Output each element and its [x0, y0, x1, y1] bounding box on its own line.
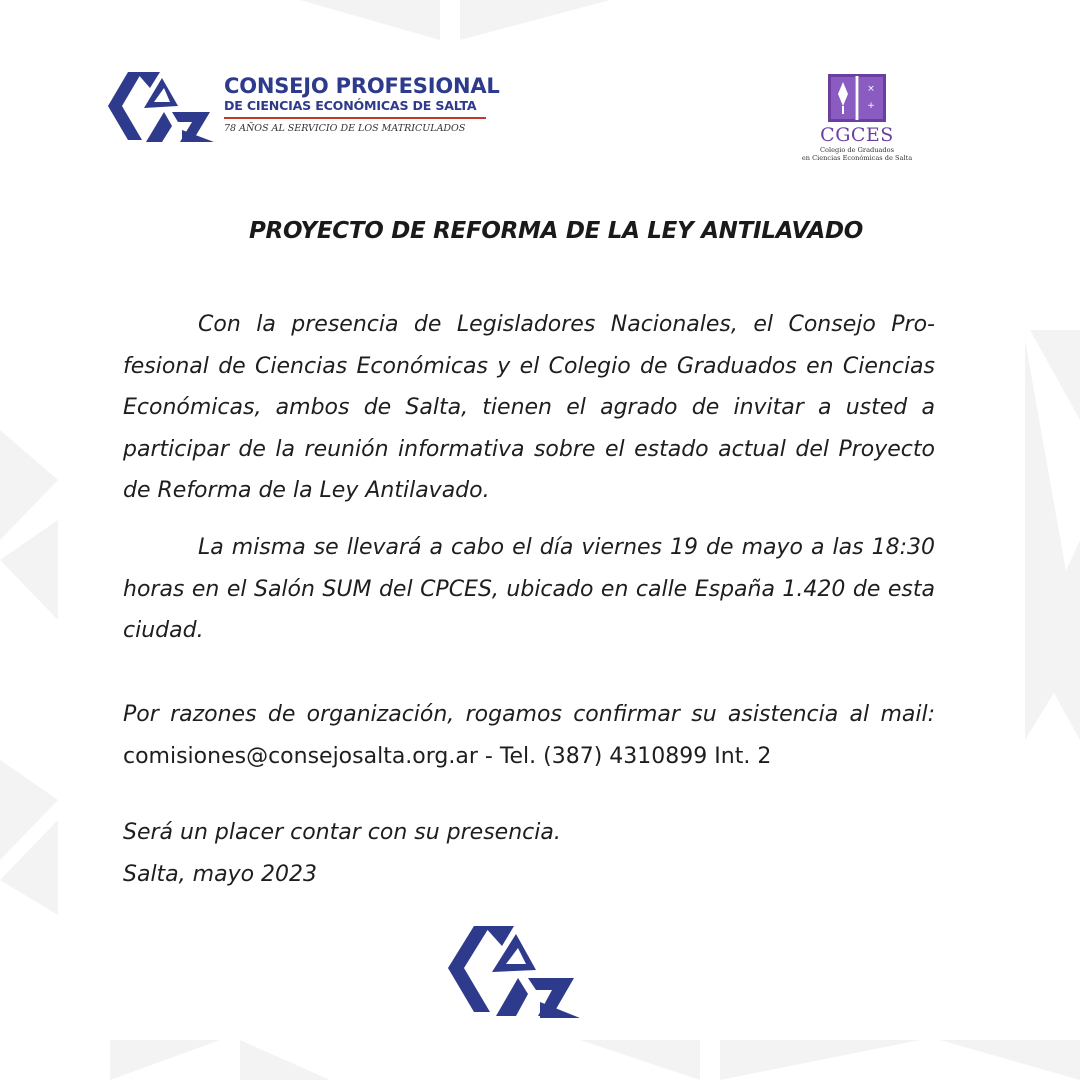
svg-text:+: + — [867, 101, 875, 111]
rsvp-text: Por razones de organización, rogamos confirmar su asistencia al mail: — [123, 702, 935, 727]
contact-info: comisiones@consejosalta.org.ar - Tel. (387) 4310899 Int. 2 — [123, 743, 772, 769]
org-subtitle: DE CIENCIAS ECONÓMICAS DE SALTA — [224, 98, 477, 113]
college-name-line2: en Ciencias Económicas de Salta — [801, 154, 913, 162]
closing-line: Será un placer contar con su presencia. — [123, 820, 561, 845]
college-acronym: CGCES — [820, 124, 894, 146]
footer-cpce-logo-icon — [446, 922, 584, 1022]
document-title: PROYECTO DE REFORMA DE LA LEY ANTILAVADO — [248, 218, 864, 244]
org-name: CONSEJO PROFESIONAL — [224, 74, 500, 98]
invitation-text: Con la presencia de Legisladores Nacionales, el Consejo Profesional de Ciencias Económicas y el Colegio de Graduados en Ciencias Económicas, ambos de Salta, tienen el agrado de invitar a usted a participar de la reunión informativa sobre el estado actual del Proyecto de Reforma de la Ley Antilavado. — [123, 312, 935, 503]
cgces-book-pen-icon — [826, 72, 888, 124]
event-details-paragraph — [123, 527, 935, 652]
closing-block — [123, 812, 935, 895]
college-name-line1: Colegio de Graduados — [820, 146, 894, 154]
brand-divider — [224, 117, 486, 119]
college-name — [790, 146, 924, 162]
org-slogan: 78 AÑOS AL SERVICIO DE LOS MATRICULADOS — [224, 123, 466, 134]
rsvp-paragraph — [123, 694, 935, 777]
cpce-logo-icon — [106, 68, 218, 146]
org-branding — [224, 74, 500, 136]
svg-text:×: × — [867, 84, 875, 94]
place-date: Salta, mayo 2023 — [123, 861, 318, 887]
event-details-text: La misma se llevará a cabo el día viernes 19 de mayo a las 18:30 horas en el Salón SUM del CPCES, ubicado en calle España 1.420 de esta ciudad. — [123, 535, 935, 643]
invitation-paragraph — [123, 304, 935, 512]
